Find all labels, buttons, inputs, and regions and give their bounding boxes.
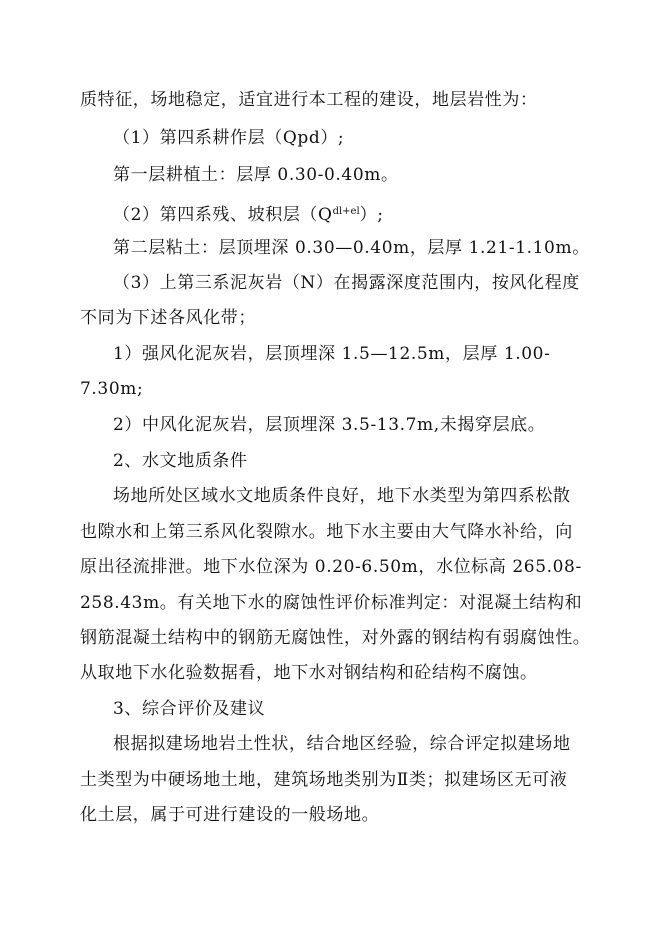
paragraph-line: 原出径流排泄。地下水位深为 0.20-6.50m，水位标高 265.08- — [80, 557, 582, 577]
paragraph-line: 也隙水和上第三系风化裂隙水。地下水主要由大气降水补给，向 — [80, 522, 573, 542]
paragraph-line: 第一层耕植土：层厚 0.30-0.40m。 — [113, 165, 399, 185]
section-heading: 2、水文地质条件 — [113, 451, 248, 471]
section-heading: 3、综合评价及建议 — [113, 699, 266, 719]
paragraph-line: 2）中风化泥灰岩，层顶埋深 3.5-13.7m,未揭穿层底。 — [113, 415, 546, 435]
paragraph-line: 第二层粘土：层顶埋深 0.30—0.40m，层厚 1.21-1.10m。 — [113, 238, 590, 258]
paragraph-line: 258.43m。有关地下水的腐蚀性评价标准判定：对混凝土结构和 — [80, 593, 583, 613]
paragraph-line: 土类型为中硬场地土地，建筑场地类别为Ⅱ类；拟建场区无可液 — [80, 770, 568, 790]
paragraph-line: 从取地下水化验数据看，地下水对钢结构和砼结构不腐蚀。 — [80, 663, 538, 683]
paragraph-line: 不同为下述各风化带； — [80, 308, 256, 328]
paragraph-line: 化土层，属于可进行建设的一般场地。 — [80, 805, 380, 825]
paragraph-line: （3）上第三系泥灰岩（N）在揭露深度范围内，按风化程度 — [113, 273, 580, 293]
superscript-text: dl+el — [332, 206, 360, 217]
paragraph-line: 质特征，场地稳定，适宜进行本工程的建设，地层岩性为： — [80, 90, 538, 110]
layer-heading-text: ）; — [359, 205, 384, 225]
paragraph-line: 根据拟建场地岩土性状，结合地区经验，综合评定拟建场地 — [113, 734, 571, 754]
layer-heading-text: （2）第四系残、坡积层（Q — [113, 205, 333, 225]
paragraph-line — [113, 200, 384, 227]
paragraph-line: （1）第四系耕作层（Qpd）; — [113, 128, 345, 148]
paragraph-line: 钢筋混凝土结构中的钢筋无腐蚀性，对外露的钢结构有弱腐蚀性。 — [80, 628, 591, 648]
paragraph-line: 场地所处区域水文地质条件良好，地下水类型为第四系松散 — [113, 486, 571, 506]
paragraph-line: 7.30m; — [80, 379, 144, 399]
paragraph-line: 1）强风化泥灰岩，层顶埋深 1.5—12.5m，层厚 1.00- — [113, 344, 551, 364]
